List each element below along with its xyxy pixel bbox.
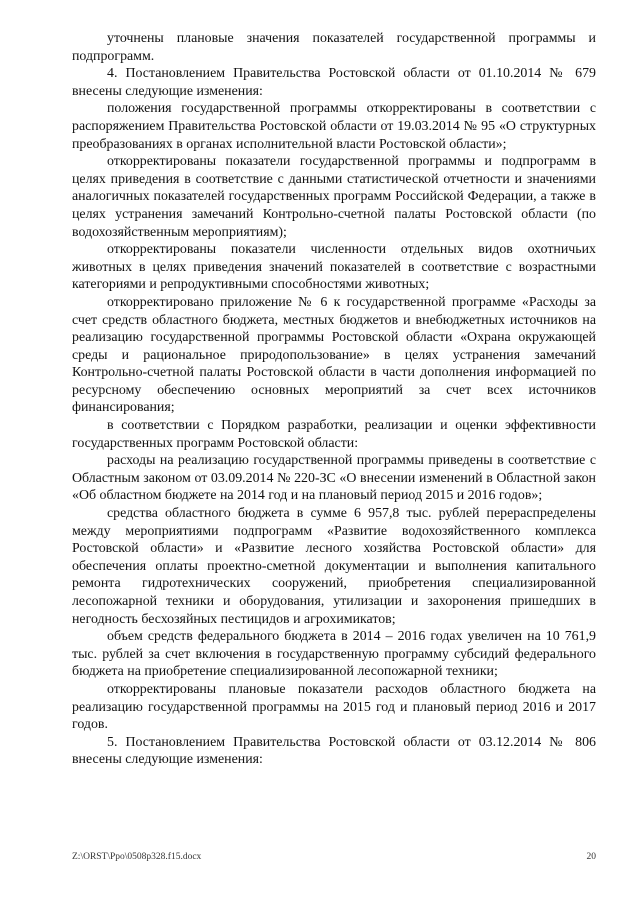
paragraph: расходы на реализацию государственной программы приведены в соответствие с Областным законом от 03.09.2014 № 220-ЗС «О внесении изменений в Областной закон «Об областном бюджете на 2014 год и на плановый период 2015 и 2016 годов»; — [72, 453, 596, 504]
paragraph: в соответствии с Порядком разработки, реализации и оценки эффективности государственных программ Ростовской области: — [72, 418, 596, 451]
paragraph: откорректированы плановые показатели расходов областного бюджета на реализацию государственной программы на 2015 год и плановый период 2016 и 2017 годов. — [72, 681, 596, 733]
paragraph: 4. Постановлением Правительства Ростовской области от 01.10.2014 № 679 внесены следующие изменения: — [72, 66, 596, 99]
file-path: Z:\ORST\Ppo\0508p328.f15.docx — [72, 852, 202, 862]
paragraph: 5. Постановлением Правительства Ростовской области от 03.12.2014 № 806 внесены следующие изменения: — [72, 734, 596, 768]
paragraph: средства областного бюджета в сумме 6 957,8 тыс. рублей перераспределены между мероприятиями подпрограмм «Развитие водохозяйственного комплекса Ростовской области» и «Развитие лесного хозяйства Ростовской области» для обеспечения оплаты проектно-сметной документации и выполнения капитального ремонта гидротехнических сооружений, приобретения специализированной лесопожарной техники и оборудования, утилизации и захоронения пришедших в негодность бесхозяйных пестицидов и агрохимикатов; — [72, 506, 596, 627]
page-number: 20 — [586, 852, 596, 862]
paragraph: откорректировано приложение № 6 к государственной программе «Расходы за счет средств областного бюджета, местных бюджетов и внебюджетных источников на реализацию государственной программы Ростовской области «Охрана окружающей среды и рациональное природопользование» в целях устранения замечаний Контрольно-счетной палаты Ростовской области в части дополнения информацией по ресурсному обеспечению основных мероприятий за счет всех источников финансирования; — [72, 294, 596, 416]
document-body — [72, 30, 596, 769]
paragraph: откорректированы показатели государственной программы и подпрограмм в целях приведения в соответствие с данными статистической отчетности и значениями аналогичных показателей государственных программ Российской Федерации, а также в целях устранения замечаний Контрольно-счетной палаты Ростовской области (по водохозяйственным мероприятиям); — [72, 154, 596, 240]
page-footer — [72, 852, 596, 862]
paragraph: объем средств федерального бюджета в 2014 – 2016 годах увеличен на 10 761,9 тыс. рублей за счет включения в государственную программу субсидий федерального бюджета на приобретение специализированной лесопожарной техники; — [72, 629, 596, 680]
paragraph: положения государственной программы откорректированы в соответствии с распоряжением Правительства Ростовской области от 19.03.2014 № 95 «О структурных преобразованиях в органах исполнительной власти Ростовской области»; — [72, 101, 596, 152]
paragraph: уточнены плановые значения показателей государственной программы и подпрограмм. — [72, 31, 596, 64]
paragraph: откорректированы показатели численности отдельных видов охотничьих животных в целях приведения значений показателей в соответствие с возрастными категориями и репродуктивными способностями животных; — [72, 242, 596, 293]
